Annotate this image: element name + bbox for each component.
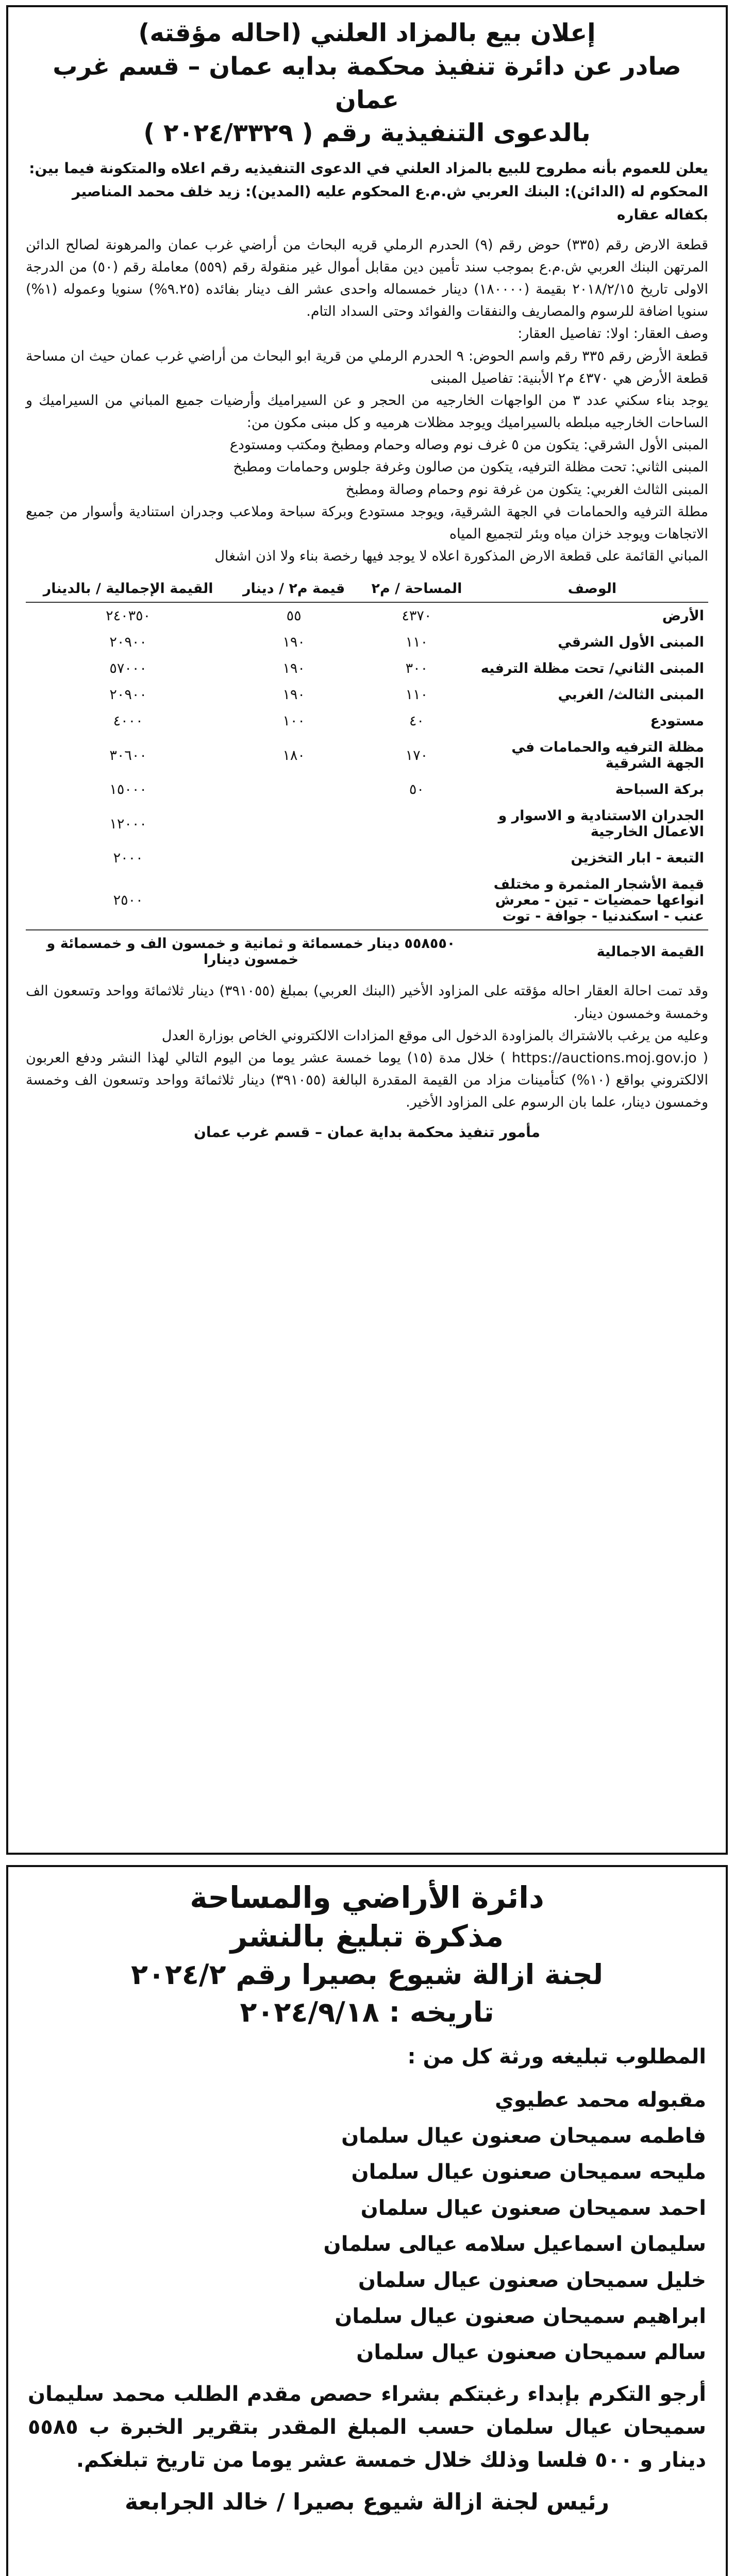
table-cell: ٢٠٠٠	[113, 850, 143, 867]
valuation-table-header	[26, 575, 708, 602]
auction-header	[26, 16, 708, 150]
table-cell: ٢٠٩٠٠	[109, 634, 147, 651]
partition-person: سليمان اسماعيل سلامه عيالى سلمان	[323, 2232, 706, 2256]
partition-person: مليحه سميحان صعنون عيال سلمان	[351, 2160, 706, 2184]
table-cell	[230, 871, 357, 930]
partition-date: تاريخه : ٢٠٢٤/٩/١٨	[240, 1995, 494, 2028]
table-cell	[230, 803, 357, 845]
table-row	[26, 655, 708, 682]
partition-people-list	[28, 2082, 706, 2370]
auction-paragraph: المباني القائمة على قطعة الارض المذكورة اعلاه لا يوجد فيها رخصة بناء ولا اذن اشغال	[214, 548, 708, 565]
table-cell: ١٠٠	[282, 713, 305, 730]
table-cell: مظلة الترفيه والحمامات في الجهة الشرقية	[511, 739, 704, 772]
table-cell: ٥٠	[409, 782, 424, 798]
table-cell: ١٥٠٠٠	[109, 782, 147, 798]
table-row	[26, 803, 708, 845]
partition-person: خليل سميحان صعنون عيال سلمان	[358, 2268, 706, 2292]
auction-paragraph: المبنى الثالث الغربي: يتكون من غرفة نوم وحمام وصالة ومطبخ	[345, 481, 708, 498]
table-cell	[230, 776, 357, 803]
table-header-cell: القيمة الإجمالية / بالدينار	[26, 575, 230, 602]
table-cell: ٢٤٠٣٥٠	[106, 608, 151, 624]
table-row	[26, 776, 708, 803]
auction-case-number: بالدعوى التنفيذية رقم ( ٢٠٢٤/٣٣٢٩ )	[143, 118, 591, 148]
partition-person: ابراهيم سميحان صعنون عيال سلمان	[335, 2304, 706, 2328]
table-cell: المبنى الثالث/ الغربي	[558, 687, 704, 703]
auction-closing-paragraph: ( https://auctions.moj.gov.jo ) خلال مدة (١٥) يوما خمسة عشر يوما من اليوم التالي لهذا النشر ودفع العربون الالكتروني بواقع (١٠%) كتأمينات مزاد من القيمة المقدرة البالغة (٣٩١٠٥٥) دينار ثلاثمائة وواحد وتسعون الف وخمسة وخمسون دينار، علما بان الرسوم على المزاود الأخير.	[26, 1049, 708, 1111]
partition-notice	[6, 1865, 728, 2576]
table-header-cell: قيمة م٢ / دينار	[230, 575, 357, 602]
partition-body: أرجو التكرم بإبداء رغبتكم بشراء حصص مقدم الطلب محمد سليمان سميحان عيال سلمان حسب المبلغ المقدر بتقرير الخبرة ب ٥٥٨٥ دينار و ٥٠٠ فلسا وذلك خلال خمسة عشر يوما من تاريخ تبلغكم.	[28, 2382, 706, 2472]
table-cell: ٤٣٧٠	[402, 608, 432, 624]
auction-paragraphs	[26, 234, 708, 568]
table-cell: المبنى الأول الشرقي	[558, 634, 704, 651]
table-cell: ٢٠٩٠٠	[109, 687, 147, 703]
table-cell	[357, 803, 476, 845]
valuation-table-body	[26, 602, 708, 973]
table-total-label: القيمة الاجمالية	[476, 930, 708, 973]
table-cell: ١٧٠	[405, 747, 428, 764]
partition-department: دائرة الأراضي والمساحة	[190, 1880, 544, 1915]
table-row	[26, 602, 708, 629]
table-row	[26, 629, 708, 655]
table-row	[26, 708, 708, 734]
table-header-cell: الوصف	[476, 575, 708, 602]
auction-paragraph: مطلة الترفيه والحمامات في الجهة الشرقية، ويوجد مستودع وبركة سباحة وملاعب وجدران استنادية وأسوار من جميع الاتجاهات ويوجد خزان مياه وبئر لتجميع المياه	[26, 503, 708, 543]
auction-paragraph: قطعة الارض رقم (٣٣٥) حوض رقم (٩) الحدرم الرملي قريه البحاث من أراضي غرب عمان والمرهونة لصالح الدائن المرتهن البنك العربي ش.م.ع بموجب سند تأمين دين مقابل أموال غير منقولة رقم (٥٥٩) معاملة رقم (٥٠) من الدرجة الاولى تاريخ ٢٠١٨/٢/١٥ بقيمة (١٨٠٠٠٠) دينار خمسماله واحدى عشر الف دينار بفائده (٩.٢٥%) سنويا وعموله (١%) سنويا اضافة للرسوم والمصاريف والنفقات والفوائد وحتى السداد التام.	[26, 236, 709, 320]
auction-closing-paragraph: وقد تمت احالة العقار احاله مؤقته على المزاود الأخير (البنك العربي) بمبلغ (٣٩١٠٥٥) دينار ثلاثمائة وواحد وتسعون الف وخمسة وخمسون دينار.	[26, 983, 708, 1022]
auction-intro: يعلن للعموم بأنه مطروح للبيع بالمزاد العلني في الدعوى التنفيذيه رقم اعلاه والمتكونة فيما بين: المحكوم له (الدائن): البنك العربي ش.م.ع المحكوم عليه (المدين): زيد خلف محمد المناصير بكفاله عقاره	[29, 160, 708, 223]
auction-signature: مأمور تنفيذ محكمة بداية عمان – قسم غرب عمان	[194, 1123, 540, 1141]
partition-committee: لجنة ازالة شيوع بصيرا رقم ٢٠٢٤/٢	[131, 1958, 603, 1991]
table-cell	[230, 845, 357, 871]
table-cell: الأرض	[662, 608, 704, 624]
table-row	[26, 734, 708, 776]
table-cell: مستودع	[650, 713, 704, 730]
auction-paragraph: وصف العقار: اولا: تفاصيل العقار:	[518, 326, 708, 342]
table-total-value: ٥٥٨٥٥٠ دينار خمسمائة و ثمانية و خمسون الف و خمسمائة و خمسون دينارا	[26, 930, 476, 973]
table-cell: التبعة - ابار التخزين	[571, 850, 704, 867]
table-cell: ٣٠٦٠٠	[109, 747, 147, 764]
table-row	[26, 871, 708, 930]
partition-person: احمد سميحان صعنون عيال سلمان	[360, 2196, 706, 2220]
table-cell: قيمة الأشجار المثمرة و مختلف انواعها حمضيات - تين - معرش عنب - اسكندنيا - جوافة - توت	[493, 876, 704, 925]
table-row	[26, 682, 708, 708]
table-cell: ١٢٠٠٠	[109, 816, 147, 832]
table-cell: ١١٠	[405, 634, 428, 651]
auction-paragraph: المبنى الأول الشرقي: يتكون من ٥ غرف نوم وصاله وحمام ومطبخ ومكتب ومستودع	[229, 437, 708, 453]
table-cell	[357, 871, 476, 930]
auction-title: إعلان بيع بالمزاد العلني (احاله مؤقته)	[138, 19, 596, 47]
table-cell: ٤٠	[409, 713, 424, 730]
partition-memo-title: مذكرة تبليغ بالنشر	[230, 1919, 504, 1954]
partition-person: سالم سميحان صعنون عيال سلمان	[356, 2340, 706, 2364]
auction-paragraph: قطعة الأرض رقم ٣٣٥ رقم واسم الحوض: ٩ الحدرم الرملي من قرية ابو البحاث من أراضي غرب عمان حيث ان مساحة قطعة الأرض هي ٤٣٧٠ م٢ الأبنية: تفاصيل المبنى	[26, 348, 708, 386]
table-cell: المبنى الثاني/ تحت مظلة الترفيه	[480, 660, 704, 677]
table-cell: ١١٠	[405, 687, 428, 703]
auction-closing-paragraph: وعليه من يرغب بالاشتراك بالمزاودة الدخول الى موقع المزادات الالكتروني الخاص بوزارة العدل	[161, 1027, 708, 1044]
table-row	[26, 845, 708, 871]
table-cell: بركة السباحة	[615, 782, 704, 798]
table-cell	[357, 845, 476, 871]
partition-signature: رئيس لجنة ازالة شيوع بصيرا / خالد الجرابعة	[124, 2488, 610, 2515]
table-cell: ١٩٠	[282, 660, 305, 677]
table-cell: ٥٧٠٠٠	[109, 660, 147, 677]
table-cell: ٥٥	[286, 608, 302, 624]
table-cell: ٢٥٠٠	[113, 892, 143, 909]
table-total-row	[26, 930, 708, 973]
auction-notice	[6, 5, 728, 1855]
table-cell: ٤٠٠٠	[113, 713, 143, 730]
partition-person: مقبوله محمد عطيوي	[495, 2088, 706, 2112]
auction-paragraph: المبنى الثاني: تحت مظلة الترفيه، يتكون من صالون وغرفة جلوس وحمامات ومطبخ	[233, 459, 708, 476]
auction-paragraph: يوجد بناء سكني عدد ٣ من الواجهات الخارجيه من الحجر و عن السيراميك وأرضيات جميع المباني من السيراميك و الساحات الخارجيه مبلطه بالسيراميك ويوجد مظلات هرميه و كل مبنى مكون من:	[26, 392, 709, 431]
table-header-cell: المساحة / م٢	[357, 575, 476, 602]
auction-court: صادر عن دائرة تنفيذ محكمة بدايه عمان – قسم غرب عمان	[53, 52, 681, 114]
valuation-table	[26, 575, 708, 973]
table-cell: ١٩٠	[282, 634, 305, 651]
table-cell: الجدران الاستنادية و الاسوار و الاعمال الخارجية	[498, 808, 704, 840]
table-cell: ٣٠٠	[405, 660, 428, 677]
partition-person: فاطمه سميحان صعنون عيال سلمان	[341, 2124, 706, 2148]
auction-closing	[26, 980, 708, 1113]
partition-people-intro: المطلوب تبليغه ورثة كل من :	[407, 2044, 706, 2069]
table-cell: ١٨٠	[282, 747, 305, 764]
table-cell: ١٩٠	[282, 687, 305, 703]
